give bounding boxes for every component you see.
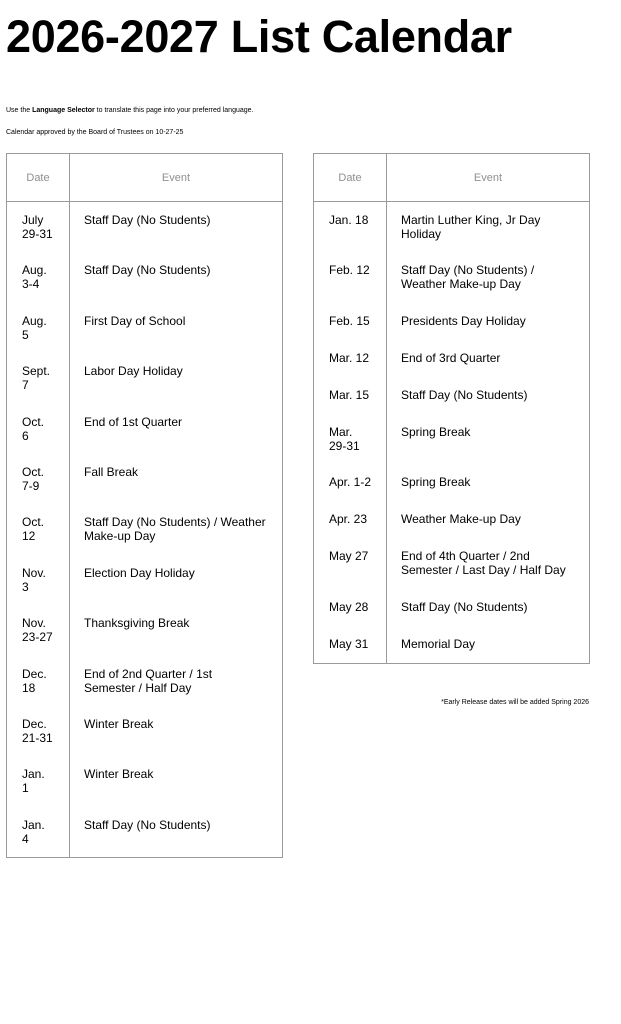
date-text: 3-4 bbox=[22, 277, 40, 292]
event-cell bbox=[387, 340, 589, 377]
table-row bbox=[7, 404, 282, 454]
table-row bbox=[7, 504, 282, 554]
table-row bbox=[314, 252, 589, 302]
table-row bbox=[7, 706, 282, 756]
table-row bbox=[7, 303, 282, 353]
calendar-table-right bbox=[313, 153, 590, 664]
event-cell bbox=[387, 626, 589, 663]
event-text: Weather Make-up Day bbox=[401, 512, 521, 527]
event-cell bbox=[70, 252, 282, 302]
date-cell bbox=[314, 626, 387, 663]
event-cell bbox=[70, 756, 282, 806]
event-text: Memorial Day bbox=[401, 636, 476, 651]
date-cell bbox=[7, 807, 70, 857]
table-row bbox=[314, 377, 589, 414]
approval-note: Calendar approved by the Board of Trustees on 10-27-25 bbox=[6, 129, 184, 136]
event-cell bbox=[70, 807, 282, 857]
event-text: Staff Day (No Students) bbox=[401, 387, 528, 402]
date-cell bbox=[314, 589, 387, 626]
date-text: Aug. bbox=[22, 313, 47, 328]
table-row bbox=[314, 538, 589, 588]
date-text: 21-31 bbox=[22, 730, 53, 745]
language-note-prefix: Use the bbox=[6, 107, 33, 114]
table-body bbox=[314, 202, 589, 663]
event-cell bbox=[70, 303, 282, 353]
date-column-header: Date bbox=[314, 154, 387, 201]
event-cell bbox=[70, 404, 282, 454]
table-row bbox=[314, 202, 589, 252]
table-header bbox=[7, 154, 282, 202]
date-text: Dec. bbox=[22, 666, 47, 681]
date-cell bbox=[7, 706, 70, 756]
date-text: Feb. 12 bbox=[329, 263, 370, 278]
date-cell bbox=[7, 555, 70, 605]
date-text: Nov. bbox=[22, 616, 46, 631]
date-text: 29-31 bbox=[22, 227, 53, 241]
event-cell bbox=[70, 656, 282, 706]
date-cell bbox=[314, 377, 387, 414]
date-text: Nov. bbox=[22, 565, 46, 580]
event-cell bbox=[387, 252, 589, 302]
event-text: Holiday bbox=[401, 227, 442, 241]
date-cell bbox=[314, 464, 387, 501]
early-release-footnote: *Early Release dates will be added Spring 2026 bbox=[441, 699, 589, 706]
table-row bbox=[7, 605, 282, 655]
event-text: Staff Day (No Students) / Weather bbox=[84, 515, 266, 530]
date-text: 29-31 bbox=[329, 438, 360, 453]
table-header bbox=[314, 154, 589, 202]
event-text: Semester / Last Day / Half Day bbox=[401, 563, 566, 578]
date-text: Oct. bbox=[22, 515, 45, 530]
event-text: End of 3rd Quarter bbox=[401, 350, 501, 365]
event-text: Labor Day Holiday bbox=[84, 364, 183, 379]
language-selector-label: Language Selector bbox=[32, 107, 95, 114]
date-text: Jan. bbox=[22, 817, 45, 832]
event-text: Election Day Holiday bbox=[84, 565, 195, 580]
date-text: 4 bbox=[22, 831, 29, 846]
date-text: Jan. 18 bbox=[329, 213, 369, 227]
event-cell bbox=[387, 202, 589, 252]
table-row bbox=[7, 454, 282, 504]
table-row bbox=[7, 202, 282, 252]
event-text: Winter Break bbox=[84, 716, 154, 731]
date-cell bbox=[314, 414, 387, 464]
event-cell bbox=[387, 501, 589, 538]
date-cell bbox=[7, 202, 70, 252]
date-text: May 27 bbox=[329, 549, 369, 564]
page-title: 2026-2027 List Calendar bbox=[6, 11, 512, 62]
event-cell bbox=[387, 464, 589, 501]
event-text: Staff Day (No Students) bbox=[84, 817, 211, 832]
table-row bbox=[7, 756, 282, 806]
table-row bbox=[7, 807, 282, 857]
date-text: 7 bbox=[22, 378, 29, 393]
table-row bbox=[314, 626, 589, 663]
date-text: Apr. 1-2 bbox=[329, 475, 372, 490]
date-text: Feb. 15 bbox=[329, 313, 370, 328]
table-body bbox=[7, 202, 282, 857]
table-row bbox=[314, 589, 589, 626]
date-cell bbox=[314, 340, 387, 377]
event-cell bbox=[70, 202, 282, 252]
event-text: Make-up Day bbox=[84, 529, 156, 544]
event-cell bbox=[70, 555, 282, 605]
date-cell bbox=[7, 454, 70, 504]
date-cell bbox=[314, 538, 387, 588]
event-text: Semester / Half Day bbox=[84, 680, 192, 695]
date-cell bbox=[314, 303, 387, 340]
date-cell bbox=[7, 404, 70, 454]
date-text: 12 bbox=[22, 529, 36, 544]
date-text: Mar. bbox=[329, 424, 353, 439]
event-cell bbox=[70, 504, 282, 554]
event-text: Staff Day (No Students) / bbox=[401, 263, 535, 278]
table-row bbox=[314, 464, 589, 501]
date-text: Oct. bbox=[22, 464, 45, 479]
date-text: 3 bbox=[22, 579, 29, 594]
event-text: Martin Luther King, Jr Day bbox=[401, 213, 541, 227]
event-text: End of 1st Quarter bbox=[84, 414, 183, 429]
date-text: July bbox=[22, 213, 44, 227]
table-row bbox=[7, 555, 282, 605]
date-text: Oct. bbox=[22, 414, 45, 429]
date-text: Jan. bbox=[22, 767, 45, 782]
date-text: Aug. bbox=[22, 263, 47, 278]
date-cell bbox=[7, 252, 70, 302]
event-cell bbox=[70, 706, 282, 756]
event-text: First Day of School bbox=[84, 313, 186, 328]
table-row bbox=[7, 656, 282, 706]
table-row bbox=[314, 303, 589, 340]
table-row bbox=[314, 340, 589, 377]
event-cell bbox=[387, 377, 589, 414]
event-text: Spring Break bbox=[401, 475, 471, 490]
date-text: Dec. bbox=[22, 716, 47, 731]
date-cell bbox=[7, 656, 70, 706]
date-text: May 31 bbox=[329, 636, 369, 651]
date-cell bbox=[314, 202, 387, 252]
language-note-suffix: to translate this page into your preferred language. bbox=[94, 107, 254, 114]
date-cell bbox=[7, 504, 70, 554]
event-text: Staff Day (No Students) bbox=[401, 599, 528, 614]
table-row bbox=[314, 414, 589, 464]
date-text: 1 bbox=[22, 781, 29, 796]
table-row bbox=[7, 353, 282, 403]
date-cell bbox=[314, 252, 387, 302]
event-text: Spring Break bbox=[401, 424, 471, 439]
date-text: 23-27 bbox=[22, 630, 53, 645]
date-text: Sept. bbox=[22, 364, 51, 379]
event-cell bbox=[70, 353, 282, 403]
event-text: Fall Break bbox=[84, 464, 139, 479]
date-text: Apr. 23 bbox=[329, 512, 368, 527]
event-text: End of 2nd Quarter / 1st bbox=[84, 666, 213, 681]
event-cell bbox=[387, 538, 589, 588]
language-selector-note bbox=[6, 106, 254, 116]
event-text: Winter Break bbox=[84, 767, 154, 782]
date-text: Mar. 12 bbox=[329, 350, 370, 365]
date-cell bbox=[7, 605, 70, 655]
date-column-header: Date bbox=[7, 154, 70, 201]
event-text: Presidents Day Holiday bbox=[401, 313, 526, 328]
date-cell bbox=[7, 303, 70, 353]
date-text: May 28 bbox=[329, 599, 369, 614]
event-column-header: Event bbox=[161, 171, 191, 184]
date-text: 6 bbox=[22, 428, 29, 443]
event-text: Staff Day (No Students) bbox=[84, 263, 211, 278]
date-cell bbox=[7, 353, 70, 403]
date-cell bbox=[314, 501, 387, 538]
date-text: Mar. 15 bbox=[329, 387, 370, 402]
event-cell bbox=[387, 589, 589, 626]
event-text: Staff Day (No Students) bbox=[84, 213, 211, 227]
date-text: 18 bbox=[22, 680, 36, 695]
table-row bbox=[7, 252, 282, 302]
calendar-table-left bbox=[6, 153, 283, 858]
event-cell bbox=[387, 303, 589, 340]
event-column-header: Event bbox=[473, 171, 503, 184]
event-cell bbox=[70, 605, 282, 655]
date-cell bbox=[7, 756, 70, 806]
event-text: End of 4th Quarter / 2nd bbox=[401, 549, 530, 564]
event-cell bbox=[70, 454, 282, 504]
date-text: 5 bbox=[22, 327, 29, 342]
event-text: Weather Make-up Day bbox=[401, 277, 521, 292]
date-text: 7-9 bbox=[22, 478, 40, 493]
event-cell bbox=[387, 414, 589, 464]
event-text: Thanksgiving Break bbox=[84, 616, 190, 631]
table-row bbox=[314, 501, 589, 538]
